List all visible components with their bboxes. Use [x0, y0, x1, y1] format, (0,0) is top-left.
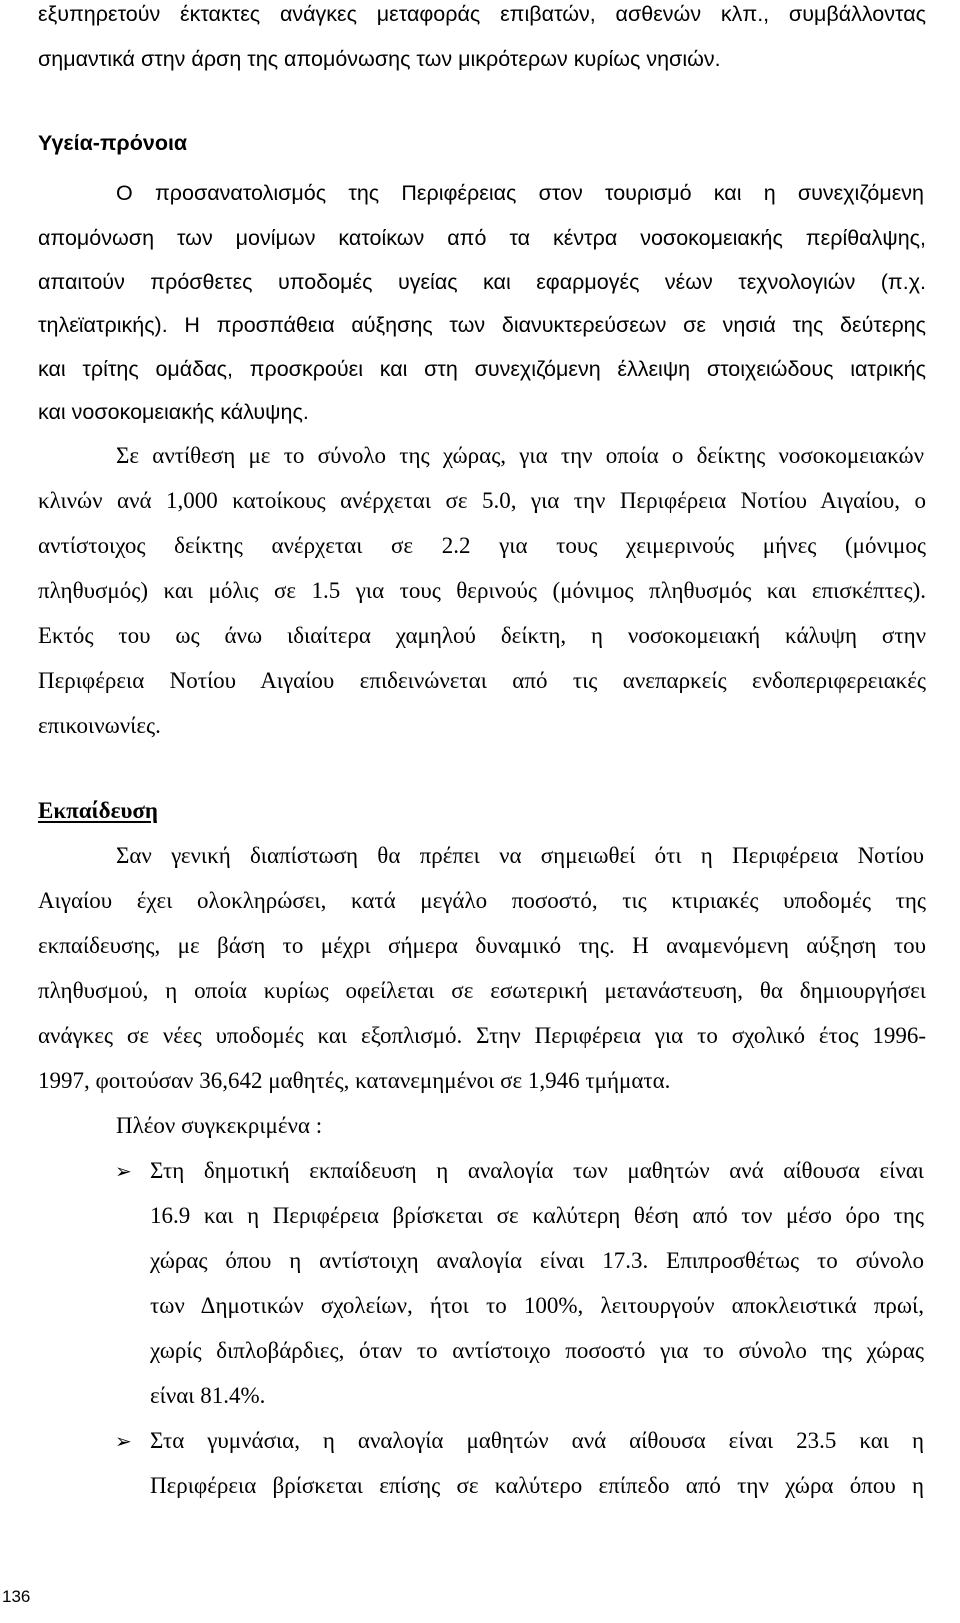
bullet-line: Στη δημοτική εκπαίδευση η αναλογία των μαθητών ανά αίθουσα είναι — [150, 1158, 924, 1183]
education-paragraph-line: πληθυσμού, η οποία κυρίως οφείλεται σε εσωτερική μετανάστευση, θα δημιουργήσει — [38, 978, 926, 1003]
page-number: 136 — [2, 1587, 31, 1606]
education-paragraph-line: 1997, φοιτούσαν 36,642 μαθητές, κατανεμημένοι σε 1,946 τμήματα. — [38, 1068, 671, 1093]
health-paragraph-line: Ο προσανατολισμός της Περιφέρειας στον τουρισμό και η συνεχιζόμενη — [116, 181, 924, 205]
health-paragraph-line: πληθυσμός) και μόλις σε 1.5 για τους θερινούς (μόνιμος πληθυσμός και επισκέπτες). — [38, 578, 926, 603]
bullet-line: Περιφέρεια βρίσκεται επίσης σε καλύτερο επίπεδο από την χώρα όπου η — [150, 1473, 924, 1498]
education-paragraph-line: Σαν γενική διαπίστωση θα πρέπει να σημειωθεί ότι η Περιφέρεια Νοτίου — [116, 843, 924, 868]
intro-line-1: εξυπηρετούν έκτακτες ανάγκες μεταφοράς επιβατών, ασθενών κλπ., συμβάλλοντας — [38, 2, 926, 26]
bullet-line: είναι 81.4%. — [150, 1383, 266, 1408]
education-paragraph-line: Αιγαίου έχει ολοκληρώσει, κατά μεγάλο ποσοστό, τις κτιριακές υποδομές της — [38, 888, 926, 913]
health-paragraph-line: και νοσοκομειακής κάλυψης. — [38, 400, 309, 424]
health-paragraph-line: αντίστοιχος δείκτης ανέρχεται σε 2.2 για τους χειμερινούς μήνες (μόνιμος — [38, 533, 926, 558]
arrow-bullet-icon: ➢ — [115, 1429, 132, 1453]
health-paragraph-line: Σε αντίθεση με το σύνολο της χώρας, για την οποία ο δείκτης νοσοκομειακών — [116, 443, 924, 468]
health-paragraph-line: επικοινωνίες. — [38, 713, 161, 738]
education-paragraph-line: ανάγκες σε νέες υποδομές και εξοπλισμό. Στην Περιφέρεια για το σχολικό έτος 1996- — [38, 1023, 926, 1048]
bullet-line: 16.9 και η Περιφέρεια βρίσκεται σε καλύτερη θέση από τον μέσο όρο της — [150, 1203, 924, 1228]
arrow-bullet-icon: ➢ — [115, 1159, 132, 1183]
bullet-line: Στα γυμνάσια, η αναλογία μαθητών ανά αίθουσα είναι 23.5 και η — [150, 1428, 924, 1453]
bullet-line: χώρας όπου η αντίστοιχη αναλογία είναι 17.3. Επιπροσθέτως το σύνολο — [150, 1248, 924, 1273]
more-specifically-label: Πλέον συγκεκριμένα : — [116, 1113, 323, 1138]
education-paragraph-line: εκπαίδευσης, με βάση το μέχρι σήμερα δυναμικό της. Η αναμενόμενη αύξηση του — [38, 933, 926, 958]
health-paragraph-line: και τρίτης ομάδας, προσκρούει και στη συνεχιζόμενη έλλειψη στοιχειώδους ιατρικής — [38, 357, 926, 381]
health-paragraph-line: τηλεϊατρικής). Η προσπάθεια αύξησης των διανυκτερεύσεων σε νησιά της δεύτερης — [38, 313, 926, 337]
health-paragraph-line: κλινών ανά 1,000 κατοίκους ανέρχεται σε 5.0, για την Περιφέρεια Νοτίου Αιγαίου, ο — [38, 488, 926, 513]
health-paragraph-line: απομόνωση των μονίμων κατοίκων από τα κέντρα νοσοκομειακής περίθαλψης, — [38, 226, 926, 250]
intro-line-2: σημαντικά στην άρση της απομόνωσης των μικρότερων κυρίως νησιών. — [38, 47, 721, 71]
bullet-line: χωρίς διπλοβάρδιες, όταν το αντίστοιχο ποσοστό για το σύνολο της χώρας — [150, 1338, 924, 1363]
health-paragraph-line: Εκτός του ως άνω ιδιαίτερα χαμηλού δείκτη, η νοσοκομειακή κάλυψη στην — [38, 623, 926, 648]
health-paragraph-line: Περιφέρεια Νοτίου Αιγαίου επιδεινώνεται από τις ανεπαρκείς ενδοπεριφερειακές — [38, 668, 926, 693]
health-heading: Υγεία-πρόνοια — [38, 131, 188, 155]
bullet-line: των Δημοτικών σχολείων, ήτοι το 100%, λειτουργούν αποκλειστικά πρωί, — [150, 1293, 924, 1318]
health-paragraph-line: απαιτούν πρόσθετες υποδομές υγείας και εφαρμογές νέων τεχνολογιών (π.χ. — [38, 270, 926, 294]
education-heading: Εκπαίδευση — [38, 798, 158, 823]
